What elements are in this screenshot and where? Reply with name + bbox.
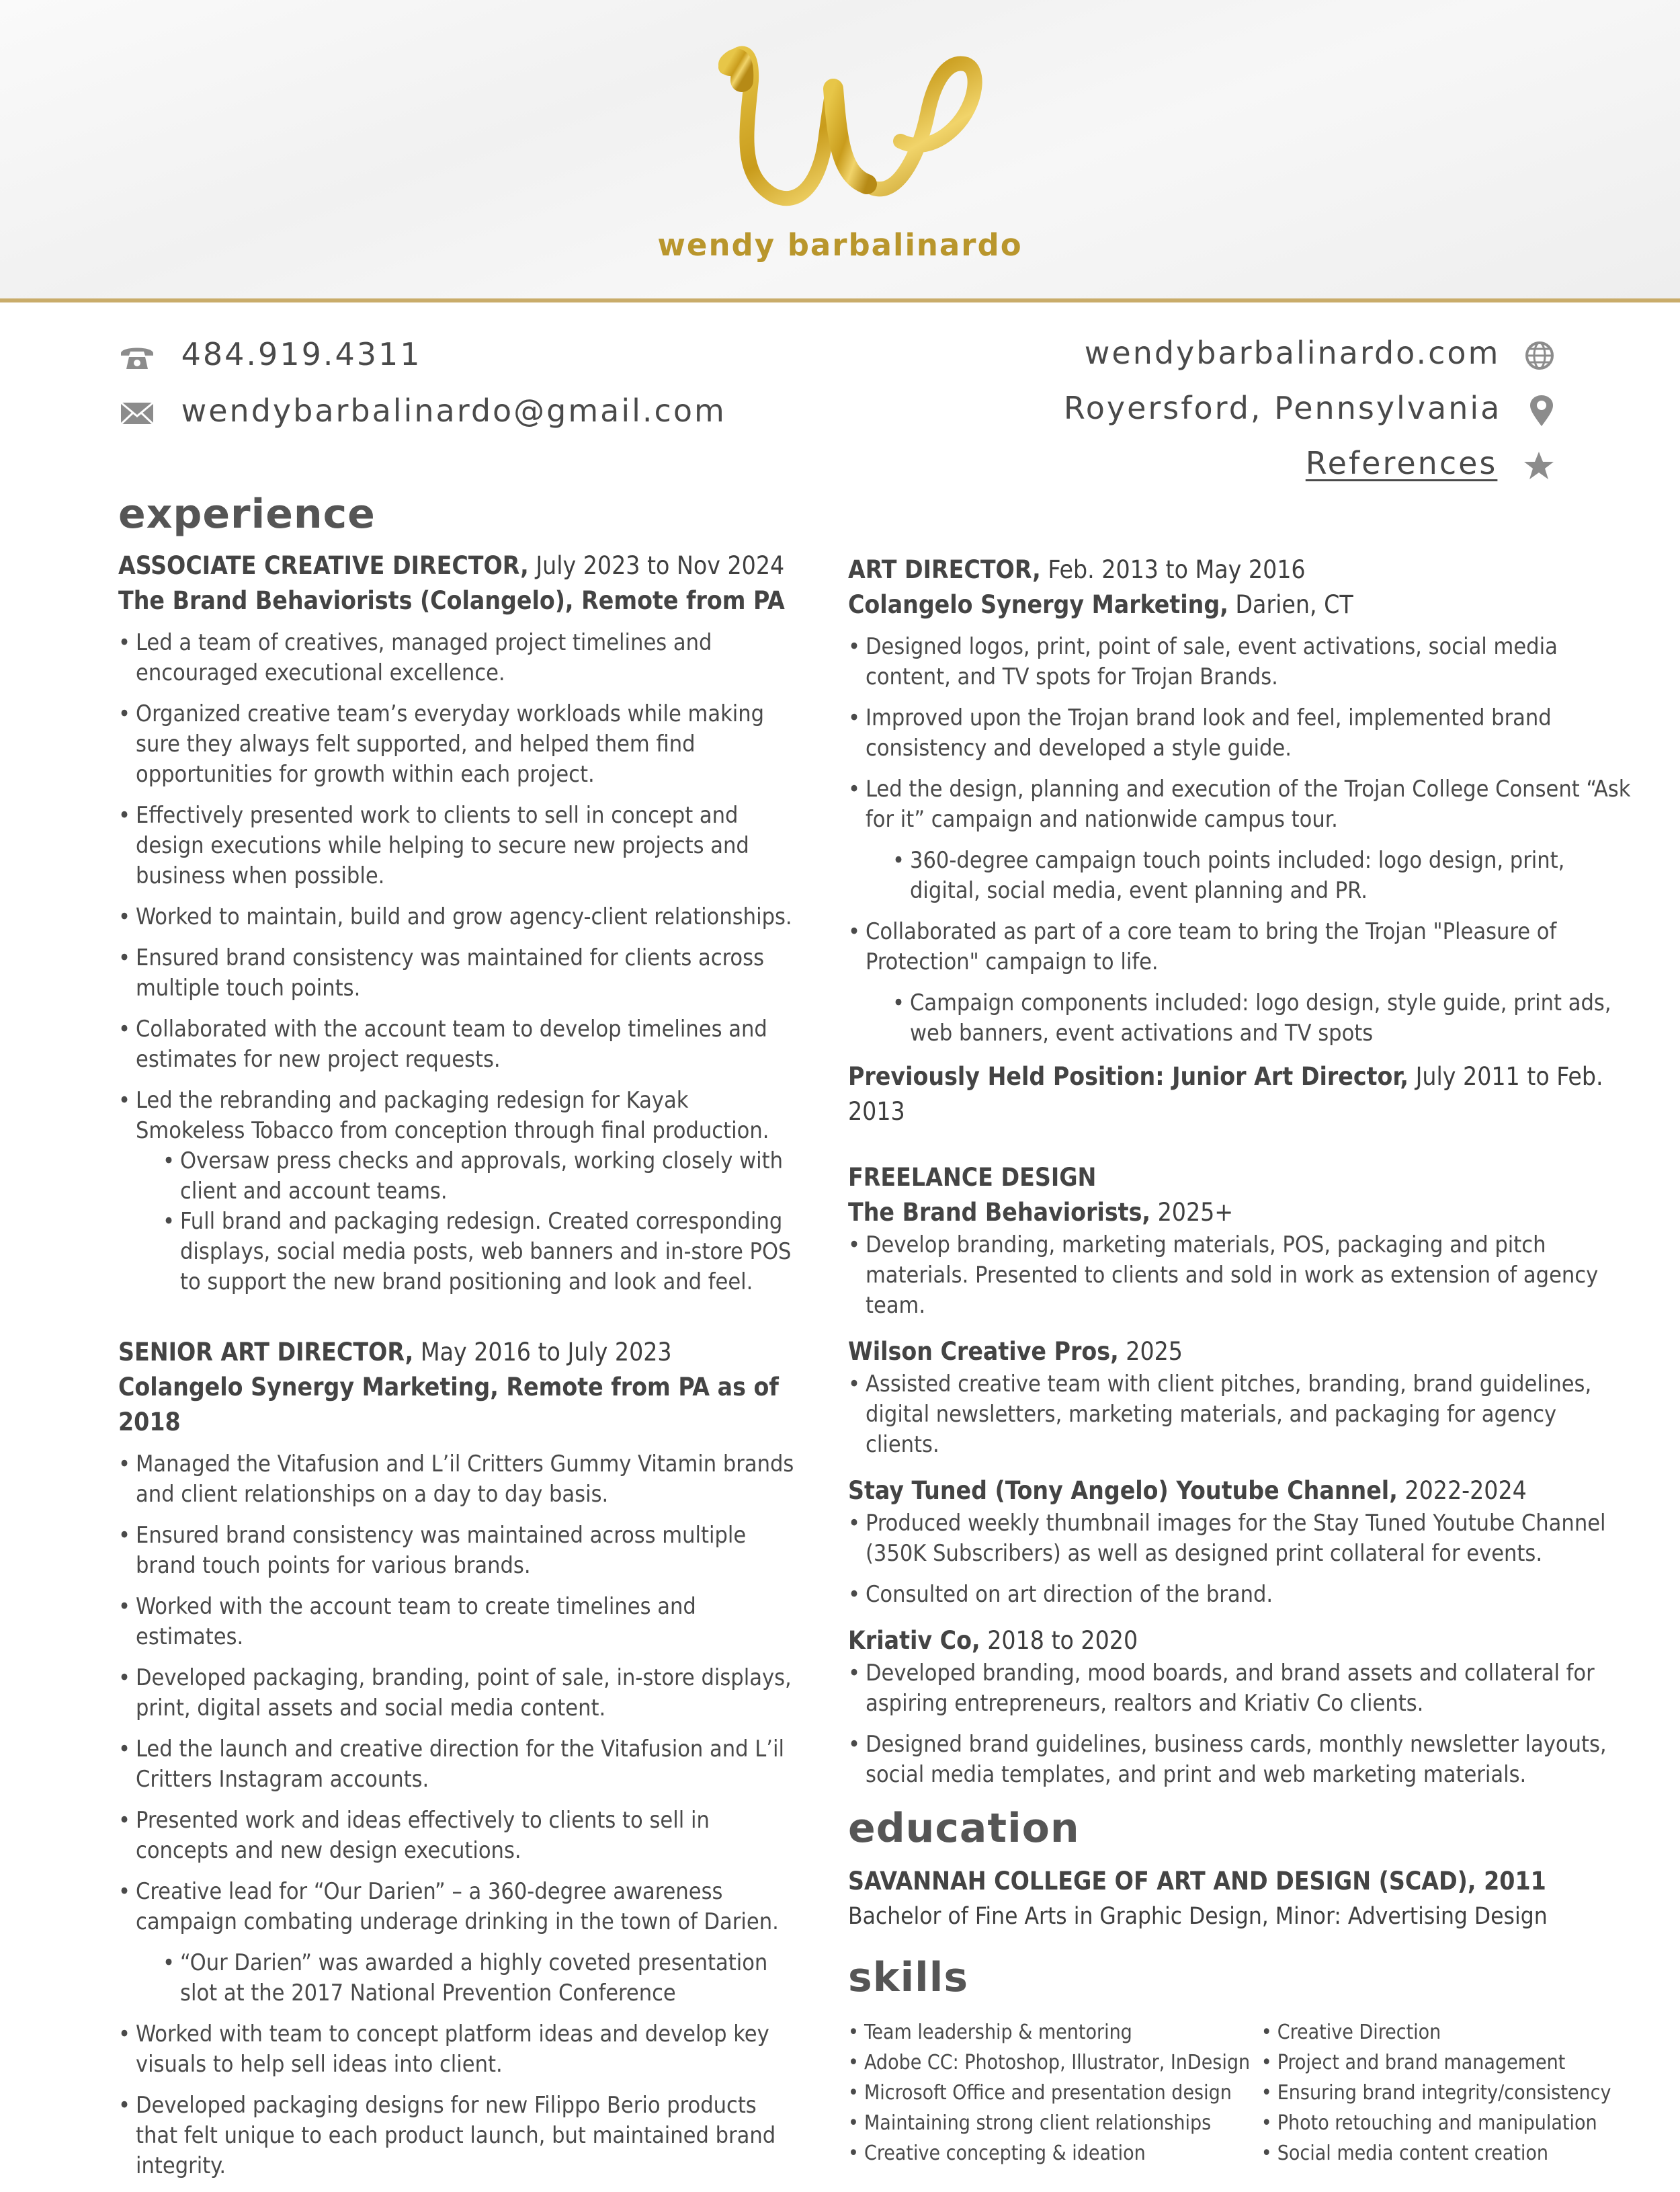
list-item: • Presented work and ideas effectively to clients to sell in concepts and new design executions. [118, 1805, 804, 1866]
job-title: SENIOR ART DIRECTOR, May 2016 to July 2023 [118, 1338, 672, 1367]
education-heading: education [848, 1805, 1080, 1852]
phone-number[interactable]: 484.919.4311 [181, 336, 422, 372]
skill-item: • Social media content creation [1261, 2138, 1634, 2168]
job-bullets [848, 632, 1634, 1049]
envelope-icon [118, 400, 156, 427]
list-item: • Assisted creative team with client pitches, branding, brand guidelines, digital newsletters, marketing materials, and packaging for agency clients. [848, 1369, 1634, 1460]
contact-location [1064, 390, 1555, 428]
sub-list-item: • Oversaw press checks and approvals, working closely with client and account teams. [163, 1146, 804, 1207]
skill-item: • Maintaining strong client relationships [848, 2108, 1261, 2138]
freelance-bullets [848, 1369, 1634, 1460]
degree: Bachelor of Fine Arts in Graphic Design, Minor: Advertising Design [848, 1903, 1548, 1930]
list-item: • Collaborated with the account team to develop timelines and estimates for new project requests. [118, 1014, 804, 1075]
sub-list-item: • 360-degree campaign touch points included: logo design, print, digital, social media, event planning and PR. [892, 846, 1634, 906]
job-title: ART DIRECTOR, Feb. 2013 to May 2016 [848, 555, 1306, 584]
phone-icon [118, 343, 156, 370]
list-item: • Designed brand guidelines, business cards, monthly newsletter layouts, social media templates, and print and web marketing materials. [848, 1730, 1634, 1790]
skill-item: • Project and brand management [1261, 2047, 1634, 2078]
skill-item: • Adobe CC: Photoshop, Illustrator, InDesign [848, 2047, 1261, 2078]
skill-item: • Ensuring brand integrity/consistency [1261, 2078, 1634, 2108]
freelance-client: Wilson Creative Pros, 2025 [848, 1337, 1183, 1366]
header-name: wendy barbalinardo [657, 227, 1023, 263]
star-icon [1523, 450, 1555, 481]
job-bullets [118, 1449, 804, 2181]
list-item: • Developed packaging, branding, point of sale, in-store displays, print, digital assets and social media content. [118, 1663, 804, 1723]
contact-website [1085, 335, 1555, 371]
list-item: • Develop branding, marketing materials, POS, packaging and pitch materials. Presented to clients and sold in work as extension of agency team. [848, 1230, 1634, 1321]
skill-item: • Creative concepting & ideation [848, 2138, 1261, 2168]
job-associate-creative-director [118, 549, 804, 1297]
list-item: • Produced weekly thumbnail images for the Stay Tuned Youtube Channel (350K Subscribers) as well as designed print collateral for events. [848, 1508, 1634, 1569]
list-item: • Creative lead for “Our Darien” – a 360-degree awareness campaign combating underage drinking in the town of Darien. [118, 1877, 804, 1937]
references-link[interactable]: References [1305, 445, 1498, 481]
list-item: • Effectively presented work to clients to sell in concept and design executions while helping to secure new projects and business when possible. [118, 801, 804, 891]
skills-section [848, 1950, 1634, 2168]
location-text: Royersford, Pennsylvania [1063, 390, 1502, 426]
list-item: • Led the rebranding and packaging redesign for Kayak Smokeless Tobacco from conception through final production. [118, 1086, 804, 1146]
globe-icon [1524, 340, 1555, 371]
education-section [848, 1801, 1634, 1934]
website-link[interactable]: wendybarbalinardo.com [1084, 335, 1501, 371]
skills-list [1261, 2017, 1634, 2168]
list-item: • Developed packaging designs for new Filippo Berio products that felt unique to each product launch, but maintained brand integrity. [118, 2090, 804, 2181]
skill-item: • Team leadership & mentoring [848, 2017, 1261, 2047]
list-item: • Ensured brand consistency was maintained for clients across multiple touch points. [118, 943, 804, 1004]
list-item: • Worked with team to concept platform ideas and develop key visuals to help sell ideas into client. [118, 2019, 804, 2080]
list-item: • Improved upon the Trojan brand look and feel, implemented brand consistency and developed a style guide. [848, 703, 1634, 764]
skills-heading: skills [848, 1954, 969, 2001]
left-column [118, 487, 804, 2192]
list-item: • Developed branding, mood boards, and brand assets and collateral for aspiring entrepreneurs, realtors and Kriativ Co clients. [848, 1658, 1634, 1719]
email-address[interactable]: wendybarbalinardo@gmail.com [181, 393, 726, 429]
job-org: Colangelo Synergy Marketing, Remote from PA as of 2018 [118, 1373, 779, 1436]
freelance-client: Kriativ Co, 2018 to 2020 [848, 1626, 1138, 1655]
list-item: • Ensured brand consistency was maintained across multiple brand touch points for various brands. [118, 1520, 804, 1581]
skill-item: • Microsoft Office and presentation design [848, 2078, 1261, 2108]
experience-heading: experience [118, 491, 376, 538]
job-art-director [848, 553, 1634, 1129]
job-senior-art-director [118, 1335, 804, 2181]
list-item: • Managed the Vitafusion and L’il Critters Gummy Vitamin brands and client relationships on a day to day basis. [118, 1449, 804, 1510]
job-bullets [118, 628, 804, 1297]
list-item: • Led a team of creatives, managed project timelines and encouraged executional excellence. [118, 628, 804, 688]
list-item: • Worked with the account team to create timelines and estimates. [118, 1592, 804, 1652]
freelance-heading: FREELANCE DESIGN [848, 1163, 1097, 1192]
sub-list-item: • Campaign components included: logo design, style guide, print ads, web banners, event activations and TV spots [892, 988, 1634, 1049]
sub-list-item: • Full brand and packaging redesign. Created corresponding displays, social media posts, web banners and in-store POS to support the new brand positioning and look and feel. [163, 1207, 804, 1297]
resume-header [0, 0, 1680, 302]
map-pin-icon [1528, 394, 1555, 428]
job-org: Colangelo Synergy Marketing, Darien, CT [848, 590, 1353, 619]
freelance-client: Stay Tuned (Tony Angelo) Youtube Channel, 2022-2024 [848, 1476, 1527, 1505]
list-item: • Consulted on art direction of the brand. [848, 1580, 1634, 1610]
school-name: SAVANNAH COLLEGE OF ART AND DESIGN (SCAD), 2011 [848, 1867, 1546, 1896]
previous-position: Previously Held Position: Junior Art Director, July 2011 to Feb. 2013 [848, 1062, 1603, 1126]
list-item: • Designed logos, print, point of sale, event activations, social media content, and TV spots for Trojan Brands. [848, 632, 1634, 692]
job-org: The Brand Behaviorists (Colangelo), Remote from PA [118, 586, 785, 615]
skills-list [848, 2017, 1261, 2168]
skill-item: • Photo retouching and manipulation [1261, 2108, 1634, 2138]
list-item: • Collaborated as part of a core team to bring the Trojan "Pleasure of Protection" campaign to life. [848, 917, 1634, 977]
list-item: • Organized creative team’s everyday workloads while making sure they always felt supported, and helped them find opportunities for growth within each project. [118, 699, 804, 790]
contact-phone [118, 336, 422, 372]
job-title: ASSOCIATE CREATIVE DIRECTOR, July 2023 to Nov 2024 [118, 551, 785, 580]
freelance-bullets [848, 1658, 1634, 1790]
right-column [848, 553, 1634, 2168]
list-item: • Led the design, planning and execution of the Trojan College Consent “Ask for it” campaign and nationwide campus tour. [848, 774, 1634, 835]
skills-grid [848, 2017, 1634, 2168]
contact-email [118, 393, 726, 429]
contact-references [1306, 445, 1555, 481]
list-item: • Led the launch and creative direction for the Vitafusion and L’il Critters Instagram accounts. [118, 1734, 804, 1795]
sub-list-item: • “Our Darien” was awarded a highly coveted presentation slot at the 2017 National Prevention Conference [163, 1948, 804, 2008]
freelance-section [848, 1160, 1634, 1790]
freelance-client: The Brand Behaviorists, 2025+ [848, 1198, 1234, 1227]
skill-item: • Creative Direction [1261, 2017, 1634, 2047]
list-item: • Worked to maintain, build and grow agency-client relationships. [118, 902, 804, 932]
w-monogram-logo [699, 40, 995, 242]
freelance-bullets [848, 1230, 1634, 1321]
freelance-bullets [848, 1508, 1634, 1610]
